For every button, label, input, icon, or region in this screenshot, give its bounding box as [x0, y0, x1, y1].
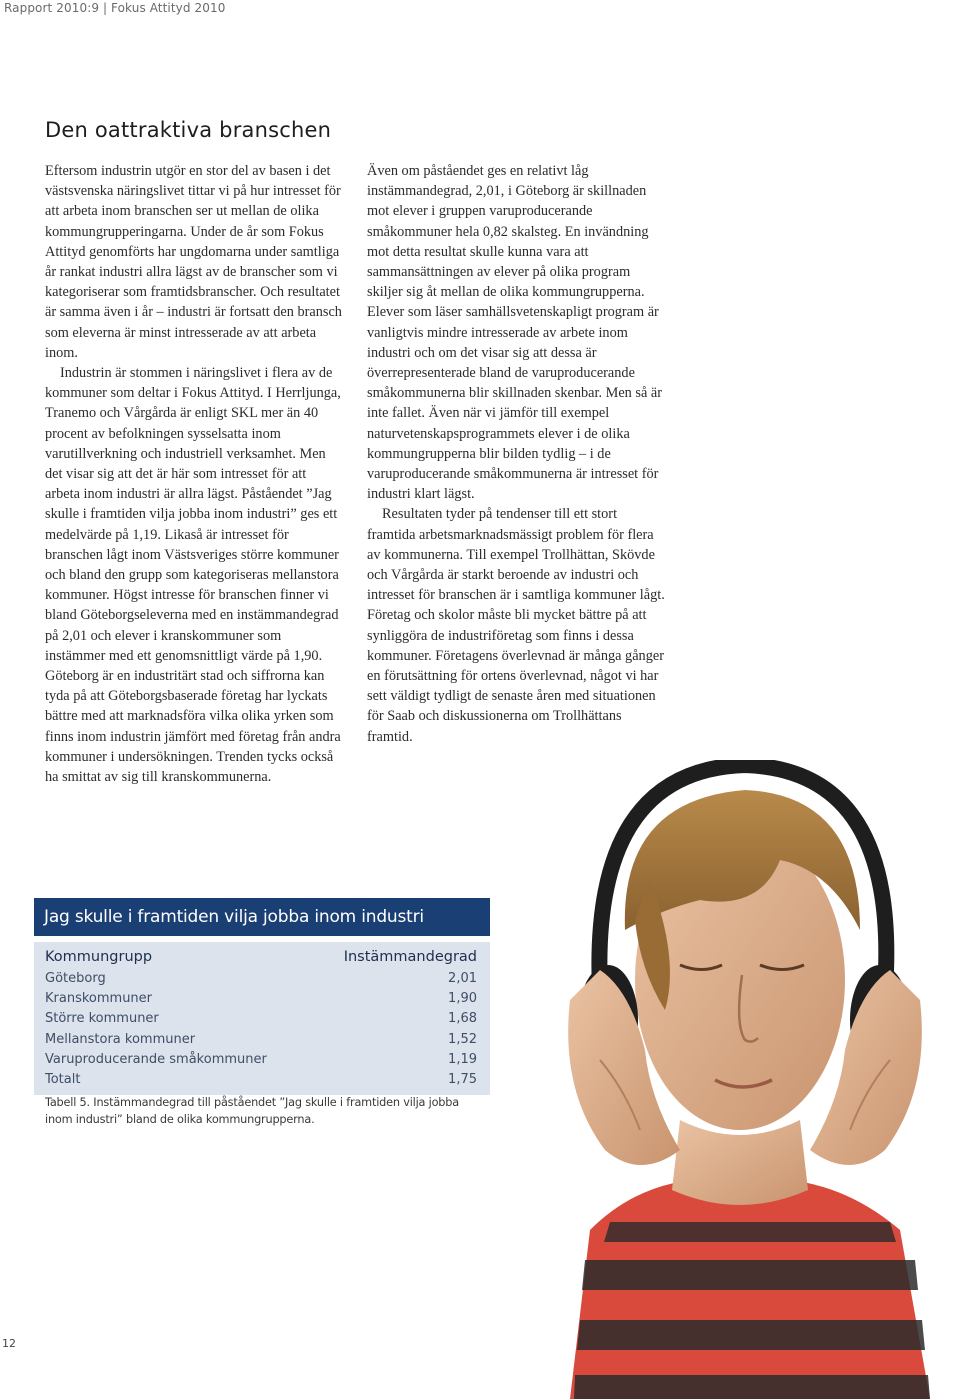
table-body — [34, 942, 490, 1095]
results-table — [34, 898, 490, 1095]
table-cell: Varuproducerande småkommuner — [45, 1051, 267, 1067]
table-caption: Tabell 5. Instämmandegrad till påståendet ”Jag skulle i framtiden vilja jobba inom industri” bland de olika kommungrupperna. — [45, 1096, 459, 1126]
body-column-right — [367, 161, 665, 747]
table-cell: Större kommuner — [45, 1011, 159, 1027]
table-cell: 1,68 — [448, 1011, 477, 1027]
table-cell: 1,75 — [448, 1071, 477, 1087]
table-row — [45, 1050, 477, 1070]
paragraph: Industrin är stommen i näringslivet i flera av de kommuner som deltar i Fokus Attityd. I Herrljunga, Tranemo och Vårgårda är enligt SKL mer än 40 procent av befolkningen sysselsatta inom varutillverkning och industriell verksamhet. Men det visar sig att det är här som intresset för att arbeta inom industri är allra lägst. Påståendet ”Jag skulle i framtiden vilja jobba inom industri” ges ett medelvärde på 1,19. Likaså är intresset för branschen lågt inom Västsveriges större kommuner och bland den grupp som kategoriseras mellanstora kommuner. Högst intresse för branschen finner vi bland Göteborgseleverna med en instämmandegrad på 2,01 och elever i kranskommuner som instämmer med ett genomsnittligt värde på 1,90. Göteborg är en industritärt stad och siffrorna kan tyda på att Göteborgsbaserade företag har lyckats bättre med att marknadsföra vilka olika yrken som finns inom industrin jämfört med företag från andra kommuner i undersökningen. Trenden tycks också ha smittat av sig till kranskommunerna. — [45, 365, 341, 786]
paragraph: Resultaten tyder på tendenser till ett stort framtida arbetsmarknadsmässigt problem för flera av kommunerna. Till exempel Trollhättan, Skövde och Vårgårda är starkt beroende av industri och intresset för branschen är i samtliga kommuner lågt. Företag och skolor måste bli mycket bättre på att synliggöra de industriföretag som finns i dessa kommuner. Företagens överlevnad är många gånger en förutsättning för ortens överlevnad, något vi har sett väldigt tydligt de senaste åren med situationen för Saab och diskussionerna om Trollhättans framtid. — [367, 506, 665, 745]
table-cell: 1,19 — [448, 1051, 477, 1067]
page-title: Den oattraktiva branschen — [45, 118, 332, 142]
table-cell: Totalt — [45, 1071, 81, 1087]
table-row — [45, 989, 477, 1009]
table-row — [45, 1070, 477, 1090]
table-header-cell: Instämmandegrad — [343, 949, 477, 965]
body-column-left — [45, 161, 343, 787]
page-number: 12 — [2, 1337, 16, 1350]
table-cell: 1,52 — [448, 1031, 477, 1047]
headphones-photo — [530, 760, 960, 1399]
table-header-cell: Kommungrupp — [45, 949, 153, 965]
table-cell: Kranskommuner — [45, 991, 153, 1007]
paragraph: Även om påståendet ges en relativt låg instämmandegrad, 2,01, i Göteborg är skillnaden mot elever i gruppen varuproducerande småkommuner hela 0,82 skalsteg. En invändning mot detta resultat skulle kunna vara att sammansättningen av elever på olika program skiljer sig åt mellan de olika kommungrupperna. Elever som läser samhällsvetenskapligt program är vanligtvis mindre intresserade av arbete inom industri och om det visar sig att dessa är överrepresenterade bland de varuproducerande småkommunerna blir skillnaden skenbar. Men så är inte fallet. Även när vi jämför till exempel naturvetenskapsprogrammets elever i de olika kommungrupperna blir bilden tydlig – i de varuproducerande småkommunerna är intresset för industri klart lägst. — [367, 163, 662, 503]
table-cell: 2,01 — [448, 971, 477, 986]
paragraph: Eftersom industrin utgör en stor del av basen i det västsvenska näringslivet tittar vi på hur intresset för att arbeta inom branschen ser ut mellan de olika kommungrupperingarna. Under de år som Fokus Attityd genomförts har ungdomarna under samtliga år rankat industri allra lägst av de branscher som vi kategoriserar som framtidsbranscher. Och resultatet är samma även i år – industri är fortsatt den bransch som eleverna är minst intresserade av att arbeta inom. — [45, 163, 342, 361]
table-row — [45, 1030, 477, 1050]
table-row — [45, 969, 477, 989]
table-cell: 1,90 — [448, 991, 477, 1007]
table-header-row — [45, 946, 477, 969]
table-cell: Göteborg — [45, 971, 106, 986]
running-head: Rapport 2010:9 | Fokus Attityd 2010 — [4, 1, 226, 15]
table-cell: Mellanstora kommuner — [45, 1031, 196, 1047]
table-title: Jag skulle i framtiden vilja jobba inom industri — [34, 898, 490, 936]
table-row — [45, 1009, 477, 1029]
